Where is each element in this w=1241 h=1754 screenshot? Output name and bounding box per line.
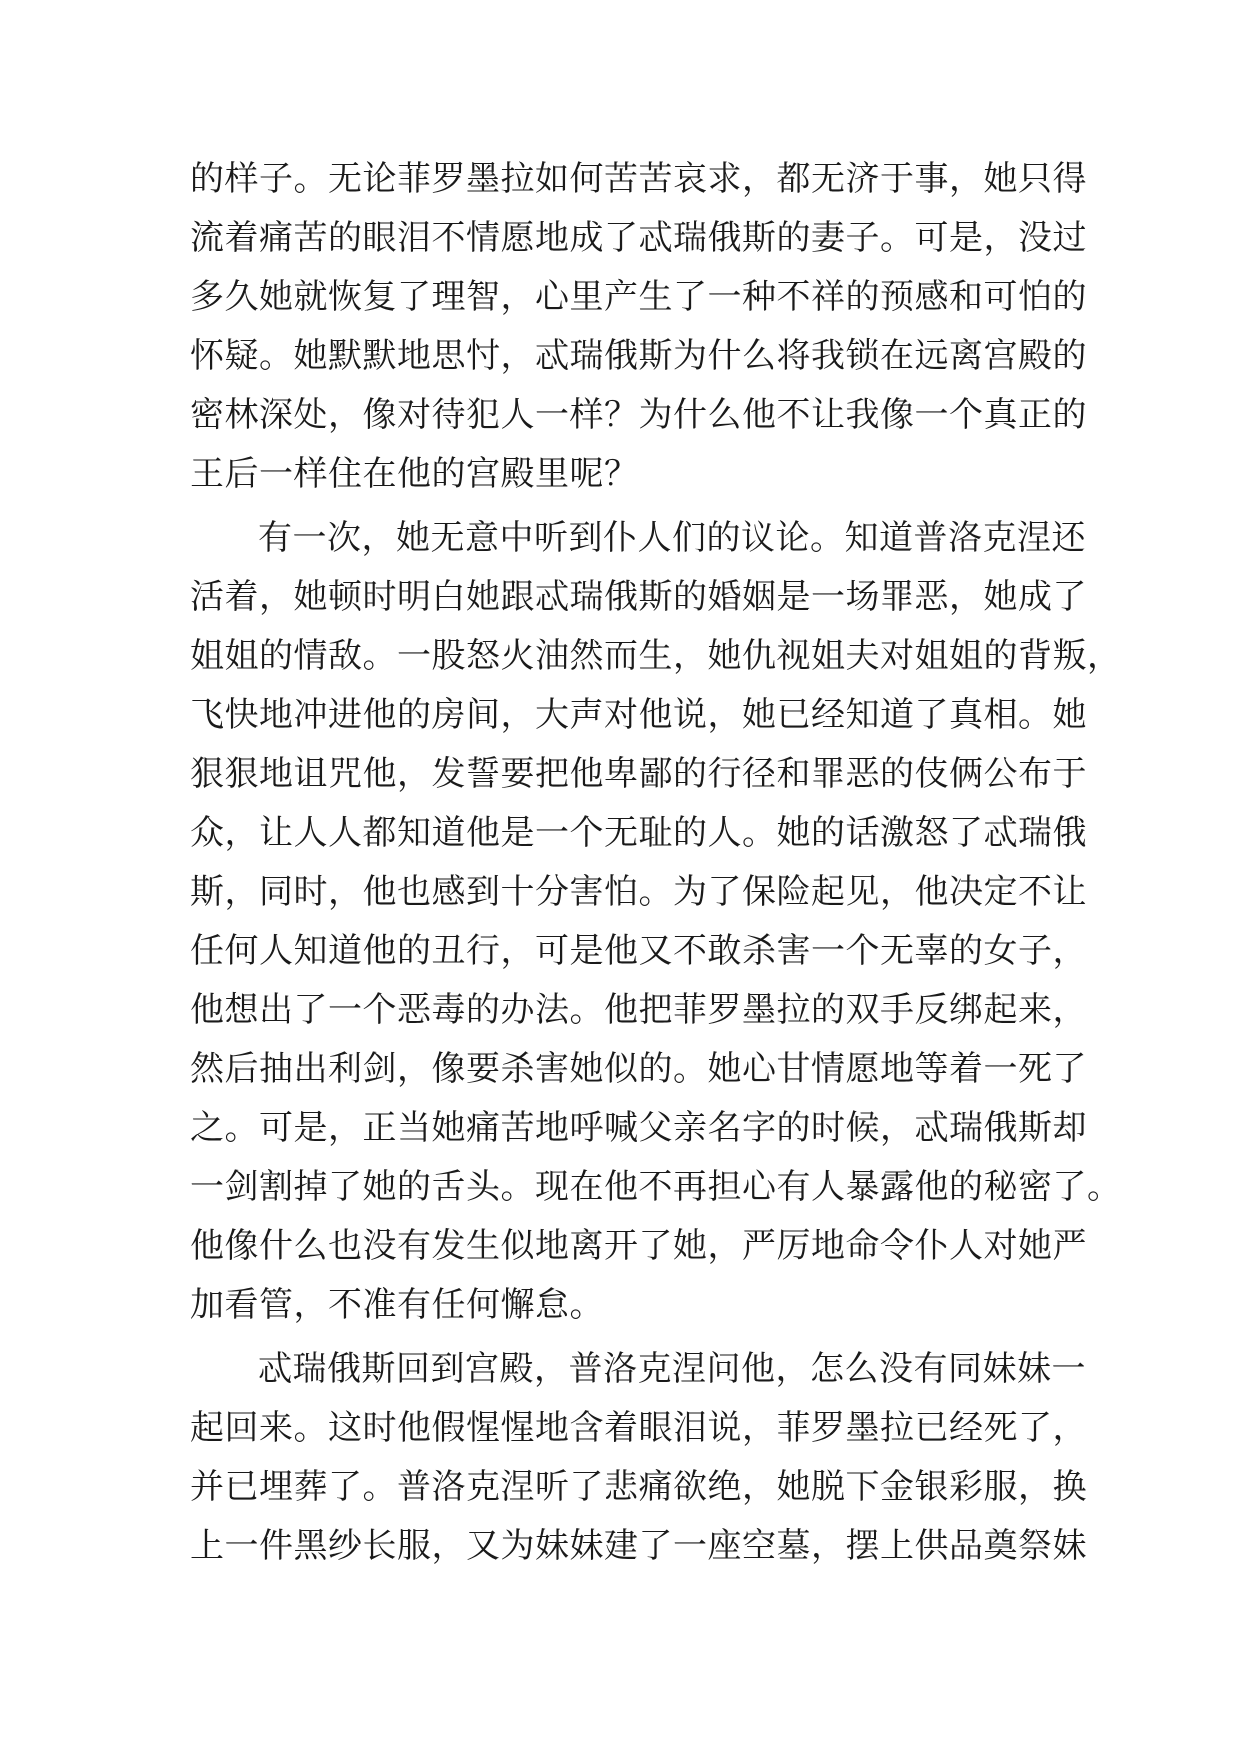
text-line: 他像什么也没有发生似地离开了她，严厉地命令仆人对她严 <box>190 1226 1087 1266</box>
text-line: 的样子。无论菲罗墨拉如何苦苦哀求，都无济于事，她只得 <box>190 159 1087 199</box>
text-line: 之。可是，正当她痛苦地呼喊父亲名字的时候，忒瑞俄斯却 <box>190 1108 1087 1148</box>
text-line: 加看管，不准有任何懈怠。 <box>190 1285 604 1325</box>
paragraph-3 <box>190 1340 1087 1576</box>
text-line: 并已埋葬了。普洛克涅听了悲痛欲绝，她脱下金银彩服，换 <box>190 1467 1087 1507</box>
text-line: 密林深处，像对待犯人一样？为什么他不让我像一个真正的 <box>190 395 1087 435</box>
text-line: 众，让人人都知道他是一个无耻的人。她的话激怒了忒瑞俄 <box>190 813 1087 853</box>
text-line: 多久她就恢复了理智，心里产生了一种不祥的预感和可怕的 <box>190 277 1087 317</box>
paragraph-1 <box>190 150 1087 504</box>
paragraph-2 <box>190 509 1122 1335</box>
text-line: 任何人知道他的丑行，可是他又不敢杀害一个无辜的女子， <box>190 931 1087 971</box>
text-line: 忒瑞俄斯回到宫殿，普洛克涅问他，怎么没有同妹妹一 <box>258 1349 1086 1389</box>
text-line: 姐姐的情敌。一股怒火油然而生，她仇视姐夫对姐姐的背叛， <box>190 636 1122 676</box>
text-line: 斯，同时，他也感到十分害怕。为了保险起见，他决定不让 <box>190 872 1087 912</box>
body-text <box>190 150 1122 1576</box>
text-line: 他想出了一个恶毒的办法。他把菲罗墨拉的双手反绑起来， <box>190 990 1087 1030</box>
text-line: 然后抽出利剑，像要杀害她似的。她心甘情愿地等着一死了 <box>190 1049 1087 1089</box>
text-line: 起回来。这时他假惺惺地含着眼泪说，菲罗墨拉已经死了， <box>190 1408 1087 1448</box>
text-line: 上一件黑纱长服，又为妹妹建了一座空墓，摆上供品奠祭妹 <box>190 1526 1087 1566</box>
text-line: 怀疑。她默默地思忖，忒瑞俄斯为什么将我锁在远离宫殿的 <box>190 336 1087 376</box>
text-line: 王后一样住在他的宫殿里呢？ <box>190 454 639 494</box>
text-line: 狠狠地诅咒他，发誓要把他卑鄙的行径和罪恶的伎俩公布于 <box>190 754 1087 794</box>
text-line: 有一次，她无意中听到仆人们的议论。知道普洛克涅还 <box>258 518 1086 558</box>
text-line: 活着，她顿时明白她跟忒瑞俄斯的婚姻是一场罪恶，她成了 <box>190 577 1087 617</box>
text-line: 一剑割掉了她的舌头。现在他不再担心有人暴露他的秘密了。 <box>190 1167 1122 1207</box>
text-line: 流着痛苦的眼泪不情愿地成了忒瑞俄斯的妻子。可是，没过 <box>190 218 1087 258</box>
text-line: 飞快地冲进他的房间，大声对他说，她已经知道了真相。她 <box>190 695 1087 735</box>
